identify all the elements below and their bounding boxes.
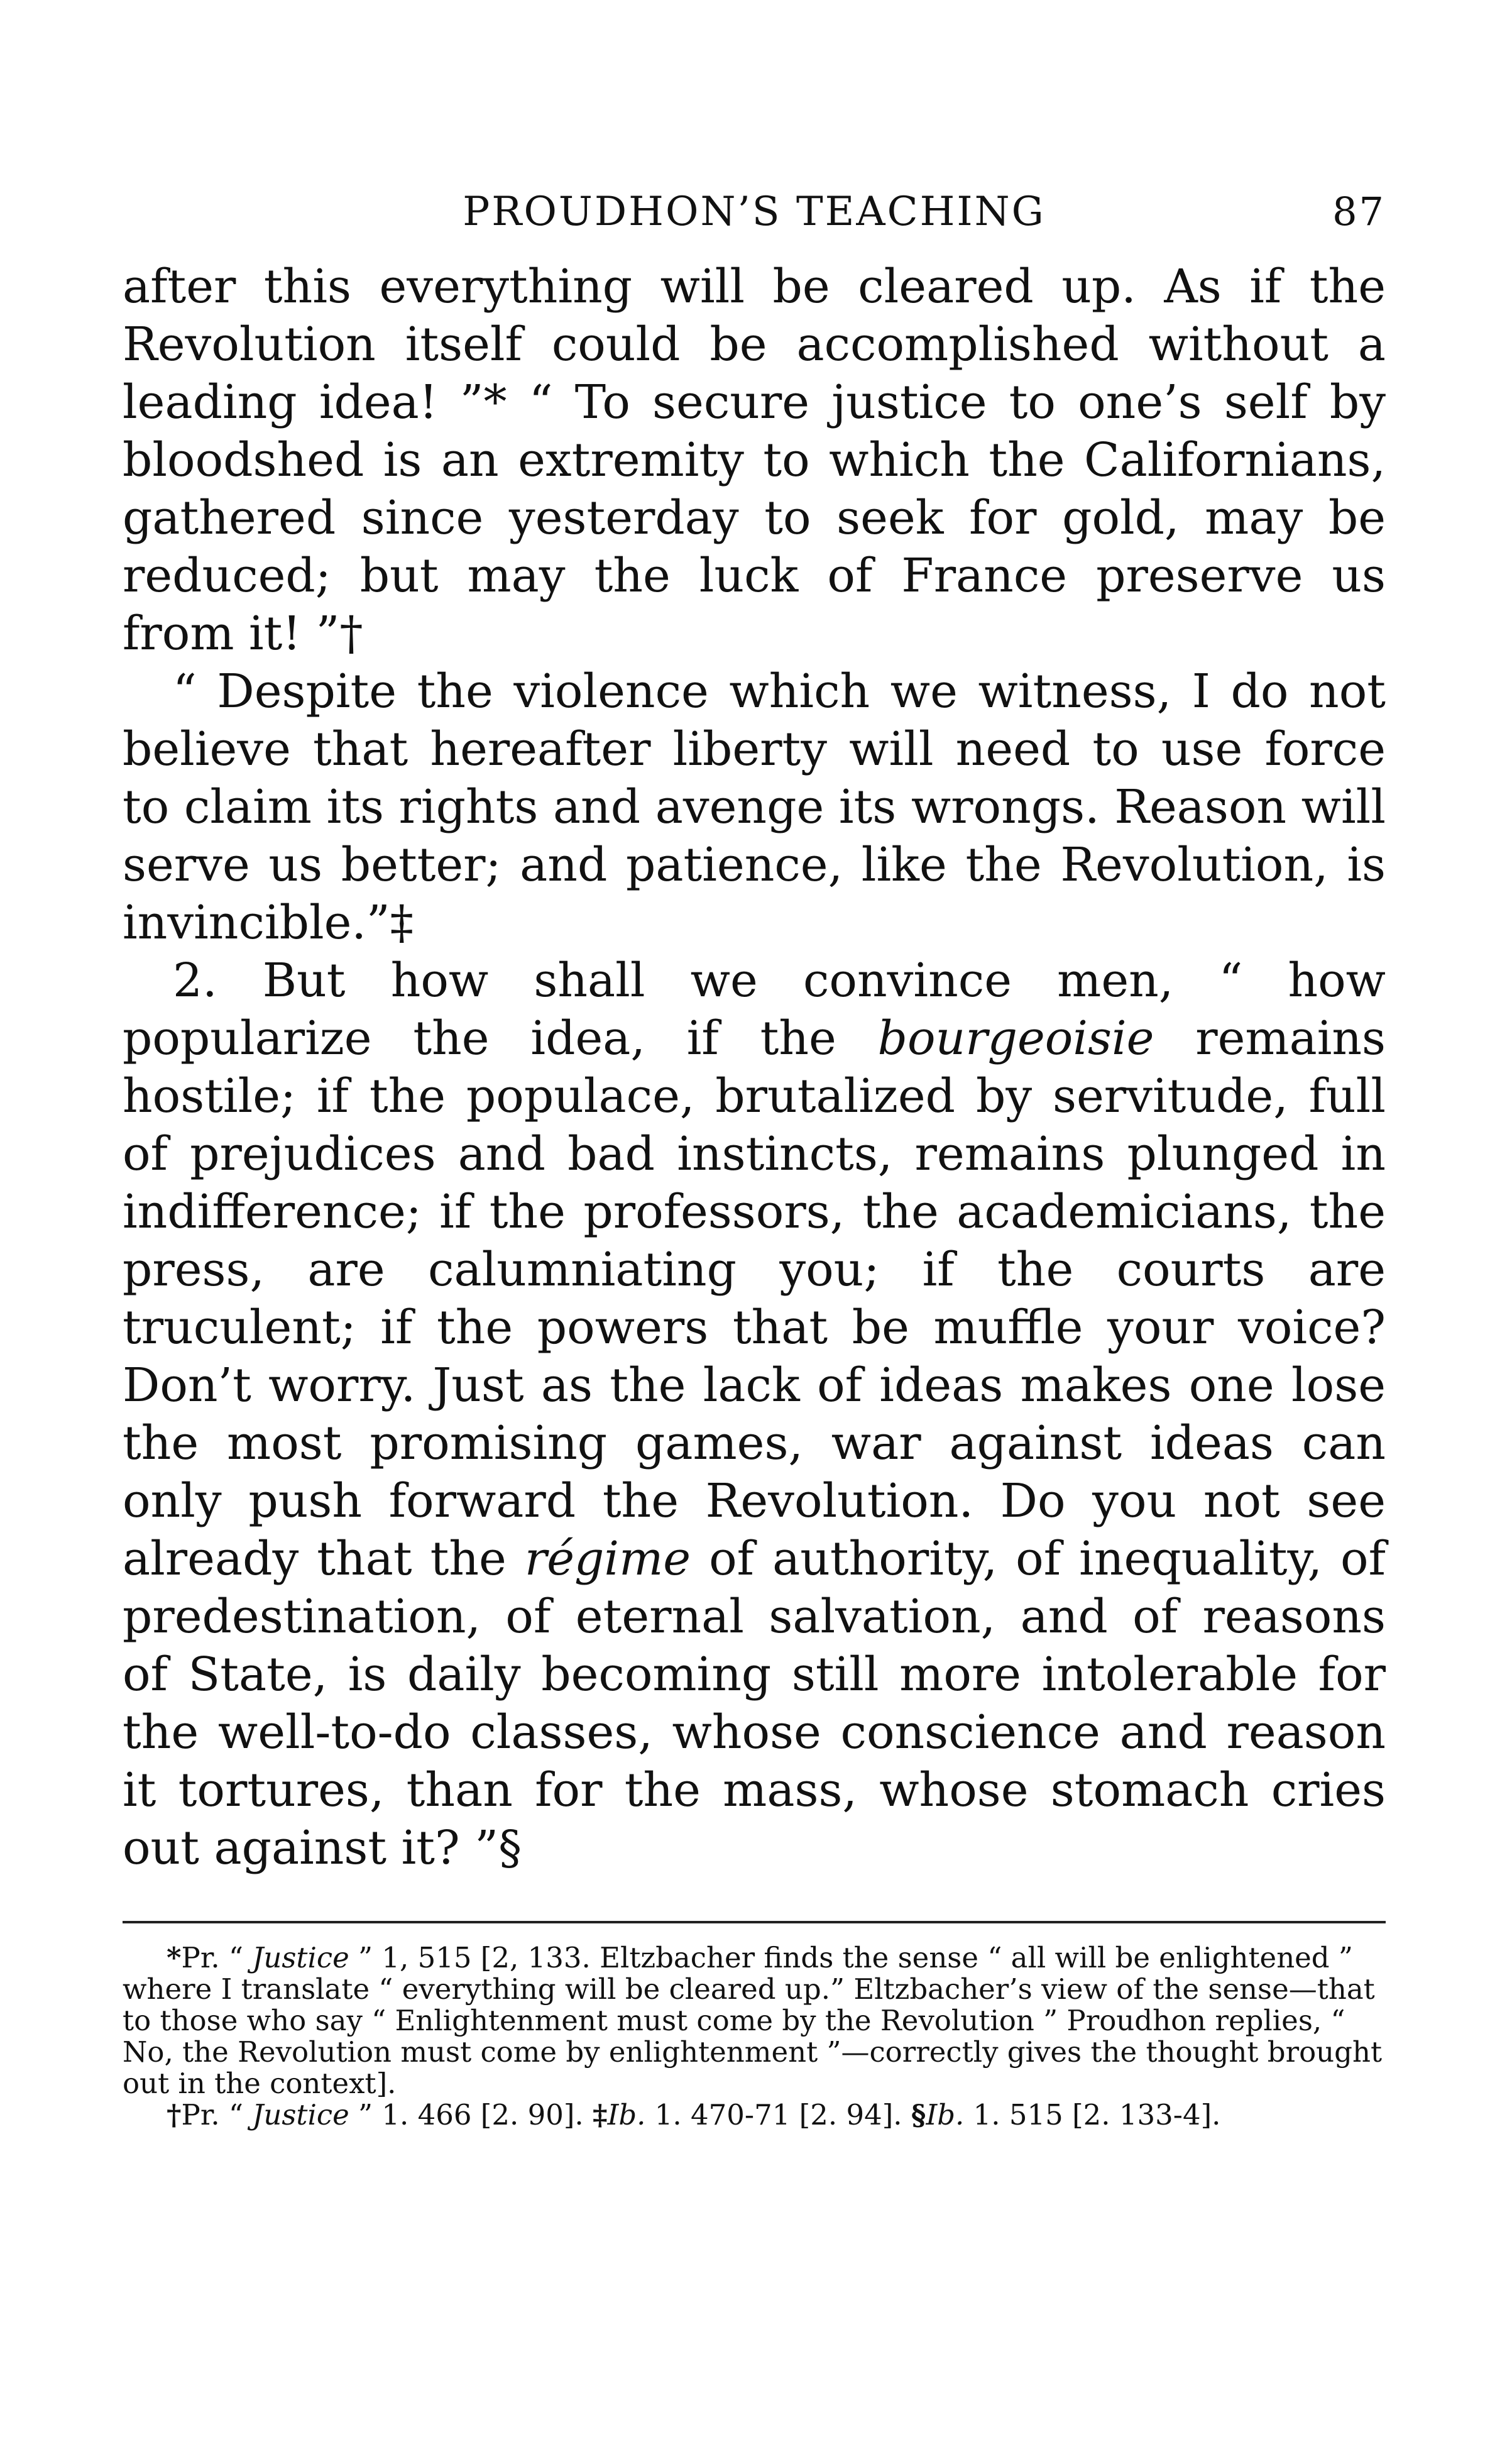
footnote-4-italic: Ib.	[926, 2098, 965, 2131]
footnote-2-text-2: ” 1. 466 [2. 90].	[349, 2098, 593, 2131]
footnotes	[123, 1942, 1386, 2131]
book-page	[123, 189, 1386, 2131]
paragraph-3-text-2: remains hostile; if the populace, brutalized by servitude, full of prejudices and bad instincts, remains plunged in indifference; if the professors, the academicians, the press, are calumniating you; if the courts are truculent; if the powers that be muffle your voice? Don’t worry. Just as the lack of ideas makes one lose the most promising games, war against ideas can only push forward the Revolution. Do you not see already that the	[123, 1011, 1386, 1586]
paragraph-3	[123, 952, 1386, 1877]
footnote-1-italic: Justice	[252, 1941, 349, 1974]
footnote-divider	[123, 1921, 1386, 1923]
running-title: PROUDHON’S TEACHING	[463, 189, 1046, 235]
page-header	[123, 189, 1386, 258]
footnote-3-italic: Ib.	[607, 2098, 646, 2131]
footnote-1	[123, 1942, 1386, 2099]
body-text	[123, 258, 1386, 1877]
footnote-4-mark: §	[911, 2098, 926, 2131]
footnote-2-mark: †	[167, 2098, 182, 2131]
italic-term-bourgeoisie: bourgeoisie	[877, 1011, 1154, 1065]
footnote-1-text-2: ” 1, 515 [2, 133. Eltzbacher finds the sense “ all will be enlightened ” where I translate “ everything will be cleared up.” Eltzbacher’s view of the sense—that to those who say “ Enlightenment must come by the Revolution ” Proudhon replies, “ No, the Revolution must come by enlightenment ”—correctly gives the thought brought out in the context].	[123, 1941, 1383, 2100]
paragraph-3-text-1: But how shall we convince men, “ how popularize the idea, if the	[123, 954, 1386, 1065]
footnote-2	[123, 2099, 1386, 2131]
footnote-1-text-1: Pr. “	[181, 1941, 253, 1974]
italic-term-regime: régime	[524, 1532, 691, 1586]
paragraph-3-text-3: of authority, of inequality, of predestination, of eternal salvation, and of reasons of State, is daily becoming still more intolerable for the well-to-do classes, whose conscience and reason it tortures, than for the mass, whose stomach cries out against it? ”§	[123, 1532, 1386, 1875]
paragraph-1: after this everything will be cleared up. As if the Revolution itself could be accomplished without a leading idea! ”* “ To secure justice to one’s self by bloodshed is an extremity to which the Californians, gathered since yesterday to seek for gold, may be reduced; but may the luck of France preserve us from it! ”†	[123, 260, 1386, 661]
paragraph-2: “ Despite the violence which we witness, I do not believe that hereafter liberty will need to use force to claim its rights and avenge its wrongs. Reason will serve us better; and patience, like the Revolution, is invincible.”‡	[123, 664, 1386, 950]
footnote-1-mark: *	[167, 1941, 182, 1974]
footnote-2-italic: Justice	[252, 2098, 349, 2131]
page-number: 87	[1332, 189, 1386, 234]
section-number: 2.	[173, 954, 217, 1008]
footnote-4-text: 1. 515 [2. 133-4].	[964, 2098, 1221, 2131]
footnote-3-mark: ‡	[593, 2098, 608, 2131]
footnote-3-text: 1. 470-71 [2. 94].	[645, 2098, 911, 2131]
footnote-2-text-1: Pr. “	[181, 2098, 253, 2131]
